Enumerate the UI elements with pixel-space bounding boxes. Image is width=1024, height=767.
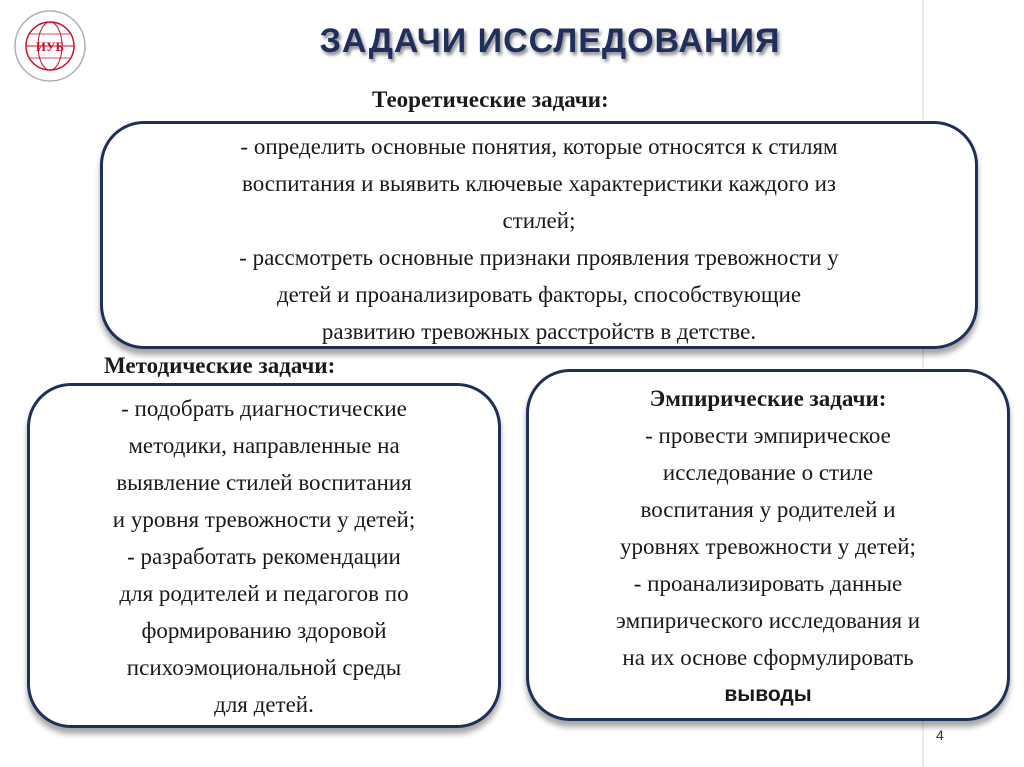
text-line: - рассмотреть основные признаки проявления тревожности у bbox=[239, 245, 839, 270]
method-tasks-box bbox=[27, 383, 501, 728]
empirical-text bbox=[529, 372, 1007, 713]
text-line: исследование о стиле bbox=[662, 460, 874, 485]
text-line: воспитания у родителей и bbox=[640, 497, 896, 522]
theory-tasks-box bbox=[100, 121, 978, 349]
theory-heading: Теоретические задачи: bbox=[372, 87, 609, 112]
text-line: - проанализировать данные bbox=[633, 571, 903, 596]
text-line: и уровня тревожности у детей; bbox=[112, 507, 416, 532]
text-line: выводы bbox=[724, 683, 812, 706]
university-logo bbox=[12, 8, 88, 84]
text-line: на их основе сформулировать bbox=[622, 645, 914, 670]
text-line: для родителей и педагогов по bbox=[119, 581, 409, 606]
theory-text bbox=[103, 124, 975, 350]
text-line: - разработать рекомендации bbox=[127, 544, 401, 569]
text-line: развитию тревожных расстройств в детстве. bbox=[321, 319, 757, 344]
text-line: методики, направленные на bbox=[128, 433, 400, 458]
text-line: для детей. bbox=[214, 692, 314, 717]
method-heading: Методические задачи: bbox=[104, 353, 336, 378]
text-line: - провести эмпирическое bbox=[645, 423, 891, 448]
text-line: эмпирического исследования и bbox=[615, 608, 921, 633]
text-line: - подобрать диагностические bbox=[121, 396, 407, 421]
page-number: 4 bbox=[936, 727, 944, 743]
slide-title: ЗАДАЧИ ИССЛЕДОВАНИЯ bbox=[319, 22, 781, 60]
text-line: воспитания и выявить ключевые характеристики каждого из bbox=[242, 171, 836, 196]
text-line: психоэмоциональной среды bbox=[126, 655, 402, 680]
empirical-heading: Эмпирические задачи: bbox=[649, 386, 887, 411]
text-line: детей и проанализировать факторы, способствующие bbox=[276, 282, 802, 307]
text-line: уровнях тревожности у детей; bbox=[620, 534, 916, 559]
svg-text:ИУБ: ИУБ bbox=[35, 39, 65, 54]
text-line: формированию здоровой bbox=[141, 618, 387, 643]
method-text bbox=[30, 386, 498, 723]
text-line: выявление стилей воспитания bbox=[116, 470, 412, 495]
empirical-tasks-box bbox=[526, 369, 1010, 721]
text-line: стилей; bbox=[502, 208, 576, 233]
text-line: - определить основные понятия, которые относятся к стилям bbox=[240, 134, 838, 159]
